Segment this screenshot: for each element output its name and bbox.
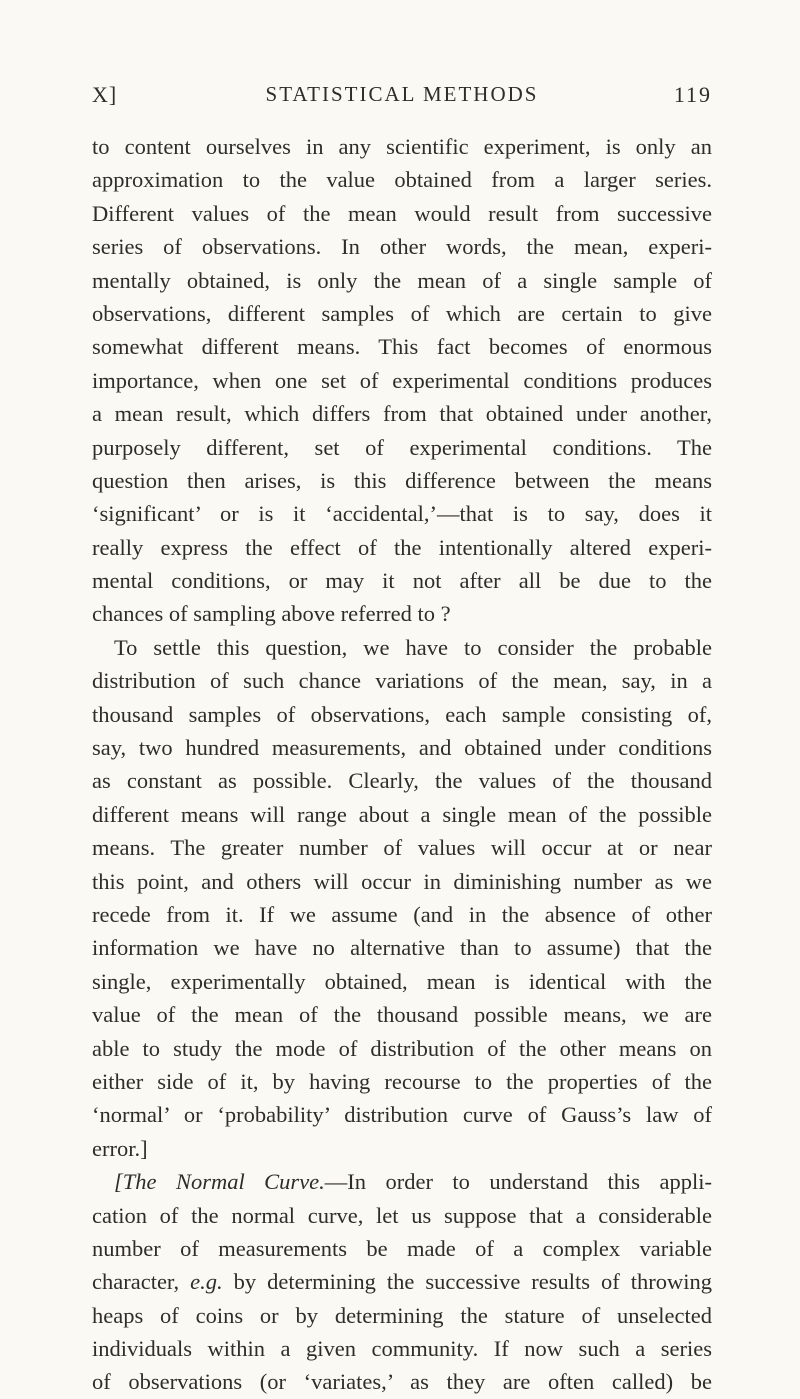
text-line: ‘normal’ or ‘probability’ distribution curve of Gauss’s law of <box>92 1102 712 1128</box>
section-heading: [The Normal Curve. <box>114 1169 325 1195</box>
text-line: say, two hundred measurements, and obtained under conditions <box>92 735 712 761</box>
running-header <box>92 82 712 118</box>
text-line: observations, different samples of which are certain to give <box>92 300 712 326</box>
text-line: error.] <box>92 1135 148 1161</box>
text-line: really express the effect of the intentionally altered experi- <box>92 534 712 560</box>
text-line: heaps of coins or by determining the stature of unselected <box>92 1302 712 1328</box>
text-line: to content ourselves in any scientific experiment, is only an <box>92 134 712 159</box>
text-line: value of the mean of the thousand possible means, we are <box>92 1002 712 1028</box>
text-line: a mean result, which differs from that obtained under another, <box>92 401 712 427</box>
text-line: Different values of the mean would result from successive <box>92 200 712 226</box>
body-text <box>92 130 712 1399</box>
text-line: individuals within a given community. If now such a series <box>92 1336 712 1362</box>
section-text: —In order to understand this appli- <box>324 1169 712 1195</box>
text-line: cation of the normal curve, let us suppose that a considerable <box>92 1202 712 1228</box>
text-line: purposely different, set of experimental conditions. The <box>92 434 712 460</box>
text-line: either side of it, by having recourse to the properties of the <box>92 1068 712 1094</box>
text-line: information we have no alternative than to assume) that the <box>92 935 712 961</box>
text-line: different means will range about a single mean of the possible <box>92 801 712 827</box>
text-line: somewhat different means. This fact becomes of enormous <box>92 334 712 360</box>
text-line: chances of sampling above referred to ? <box>92 601 451 627</box>
text-fragment: by determining the successive results of throwing <box>222 1269 713 1295</box>
text-line: To settle this question, we have to consider the probable <box>114 634 712 660</box>
text-line: mentally obtained, is only the mean of a single sample of <box>92 267 712 293</box>
section-opening-line <box>92 1165 712 1198</box>
text-line: distribution of such chance variations of the mean, say, in a <box>92 668 712 694</box>
page-number: 119 <box>673 82 712 107</box>
text-line: thousand samples of observations, each sample consisting of, <box>92 701 712 727</box>
text-line: means. The greater number of values will occur at or near <box>92 835 712 861</box>
text-line: importance, when one set of experimental conditions produces <box>92 367 712 393</box>
text-line: approximation to the value obtained from a larger series. <box>92 167 712 193</box>
text-line: recede from it. If we assume (and in the absence of other <box>92 901 712 927</box>
text-line: number of measurements be made of a complex variable <box>92 1235 712 1261</box>
text-line: series of observations. In other words, the mean, experi- <box>92 234 712 260</box>
text-line: mental conditions, or may it not after all be due to the <box>92 568 712 594</box>
chapter-marker: X] <box>92 82 118 107</box>
text-line: this point, and others will occur in diminishing number as we <box>92 868 712 894</box>
text-line-with-italic <box>92 1265 712 1298</box>
text-fragment: character, <box>92 1269 180 1295</box>
text-line: single, experimentally obtained, mean is identical with the <box>92 968 712 994</box>
text-line: question then arises, is this difference between the means <box>92 467 712 493</box>
text-line: as constant as possible. Clearly, the values of the thousand <box>92 768 712 794</box>
text-line: of observations (or ‘variates,’ as they are often called) be <box>92 1369 712 1395</box>
italic-abbreviation: e.g. <box>190 1269 223 1295</box>
running-title: STATISTICAL METHODS <box>265 82 539 106</box>
text-line: ‘significant’ or is it ‘accidental,’—that is to say, does it <box>92 501 712 527</box>
text-line: able to study the mode of distribution of the other means on <box>92 1035 712 1061</box>
